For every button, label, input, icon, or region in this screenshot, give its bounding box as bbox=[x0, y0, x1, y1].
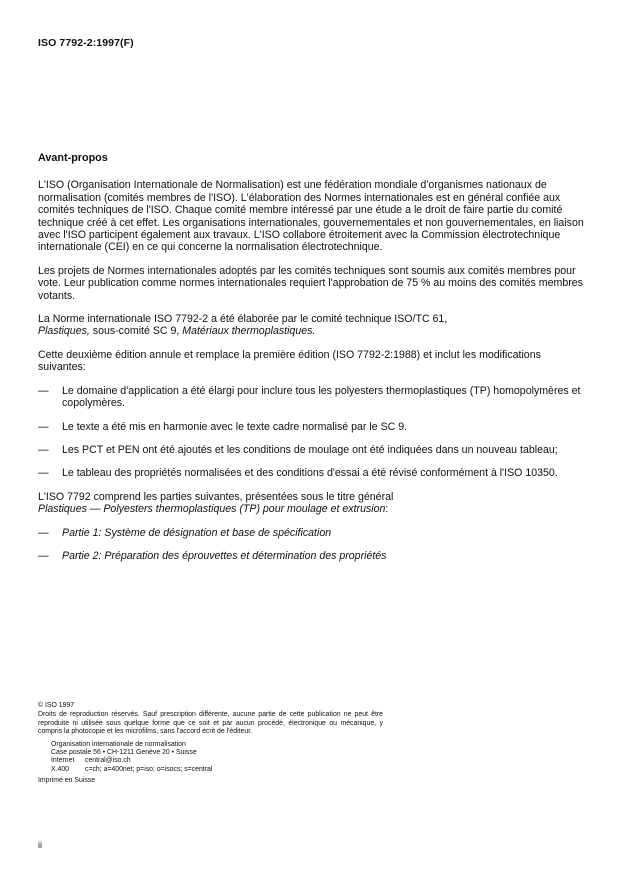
dash-marker: — bbox=[38, 526, 49, 539]
list-item bbox=[38, 550, 586, 562]
dash-marker: — bbox=[38, 443, 49, 456]
org-name: Organisation internationale de normalisation bbox=[51, 740, 186, 748]
list-item-text: Le texte a été mis en harmonie avec le texte cadre normalisé par le SC 9. bbox=[62, 420, 408, 433]
part-title: Partie 2: Préparation des éprouvettes et détermination des propriétés bbox=[62, 549, 387, 562]
page-number: ii bbox=[38, 840, 42, 850]
committee-plastics: Plastiques, bbox=[38, 325, 90, 338]
copyright-line: © ISO 1997 bbox=[38, 702, 75, 709]
copyright-block bbox=[38, 702, 383, 786]
parts-colon: : bbox=[385, 503, 389, 516]
paragraph-committee bbox=[38, 313, 586, 338]
parts-intro-text: L'ISO 7792 comprend les parties suivantes, présentées sous le titre général bbox=[38, 490, 394, 503]
list-item bbox=[38, 444, 586, 456]
part-title: Partie 1: Système de désignation et base de spécification bbox=[62, 526, 332, 539]
x400-row bbox=[51, 766, 383, 774]
dash-marker: — bbox=[38, 420, 49, 433]
dash-marker: — bbox=[38, 384, 49, 397]
iso-address bbox=[51, 741, 383, 775]
paragraph-iso-description: L'ISO (Organisation Internationale de Normalisation) est une fédération mondiale d'organismes nationaux de normalisation (comités membres de l'ISO). L'élaboration des Normes internationales est en général confiée aux comités techniques de l'ISO. Chaque comité membre intéressé par une étude a le droit de faire partie du comité technique créé à cet effet. Les organisations internationales, gouvernementales et non gouvernementales, en liaison avec l'ISO participent également aux travaux. L'ISO collabore étroitement avec la Commission électrotechnique internationale (CEI) en ce qui concerne la normalisation électrotechnique. bbox=[38, 179, 584, 254]
copyright-rights: Droits de reproduction réservés. Sauf prescription différente, aucune partie de cette publication ne peut être reproduite ni utilisée sous quelque forme que ce soit et par aucun procédé, électronique ou mécanique, y compris la photocopie et les microfilms, sans l'accord écrit de l'éditeur. bbox=[38, 711, 383, 736]
list-item-text: Le domaine d'application a été élargi pour inclure tous les polyesters thermoplastiques (TP) homopolymères et copolymères. bbox=[62, 384, 581, 410]
committee-subcommittee: sous-comité SC 9, bbox=[89, 325, 183, 338]
changes-list bbox=[38, 385, 586, 480]
list-item bbox=[38, 527, 586, 539]
postal-address: Case postale 56 • CH-1211 Genève 20 • Suisse bbox=[51, 749, 197, 757]
internet-value: central@iso.ch bbox=[85, 757, 131, 765]
list-item-text: Les PCT et PEN ont été ajoutés et les conditions de moulage ont été indiquées dans un nouveau tableau; bbox=[62, 443, 558, 456]
committee-materials: Matériaux thermoplastiques. bbox=[182, 325, 316, 338]
paragraph-voting: Les projets de Normes internationales adoptés par les comités techniques sont soumis aux comités membres pour vote. Leur publication comme normes internationales requiert l'approbation de 75 % au moins des comités membres votants. bbox=[38, 264, 583, 302]
list-item bbox=[38, 421, 586, 433]
parts-general-title: Plastiques — Polyesters thermoplastiques (TP) pour moulage et extrusion bbox=[38, 503, 386, 516]
dash-marker: — bbox=[38, 467, 49, 480]
internet-label: Internet bbox=[51, 757, 75, 765]
paragraph-edition: Cette deuxième édition annule et remplace la première édition (ISO 7792-2:1988) et inclut les modifications suivantes: bbox=[38, 348, 541, 374]
foreword-title: Avant-propos bbox=[38, 152, 108, 164]
printed-in: Imprimé en Suisse bbox=[38, 777, 96, 785]
list-item-text: Le tableau des propriétés normalisées et des conditions d'essai a été révisé conformément à l'ISO 10350. bbox=[62, 467, 558, 480]
list-item bbox=[38, 467, 586, 479]
foreword-section bbox=[38, 152, 586, 573]
list-item bbox=[38, 385, 586, 410]
committee-text: La Norme internationale ISO 7792-2 a été élaborée par le comité technique ISO/TC 61, bbox=[38, 313, 448, 326]
paragraph-parts-intro bbox=[38, 491, 586, 516]
document-id: ISO 7792-2:1997(F) bbox=[38, 37, 134, 49]
parts-list bbox=[38, 527, 586, 563]
x400-label: X.400 bbox=[51, 765, 70, 773]
internet-row bbox=[51, 757, 383, 765]
dash-marker: — bbox=[38, 549, 49, 562]
x400-value: c=ch; a=400net; p=iso; o=isocs; s=central bbox=[85, 765, 213, 773]
